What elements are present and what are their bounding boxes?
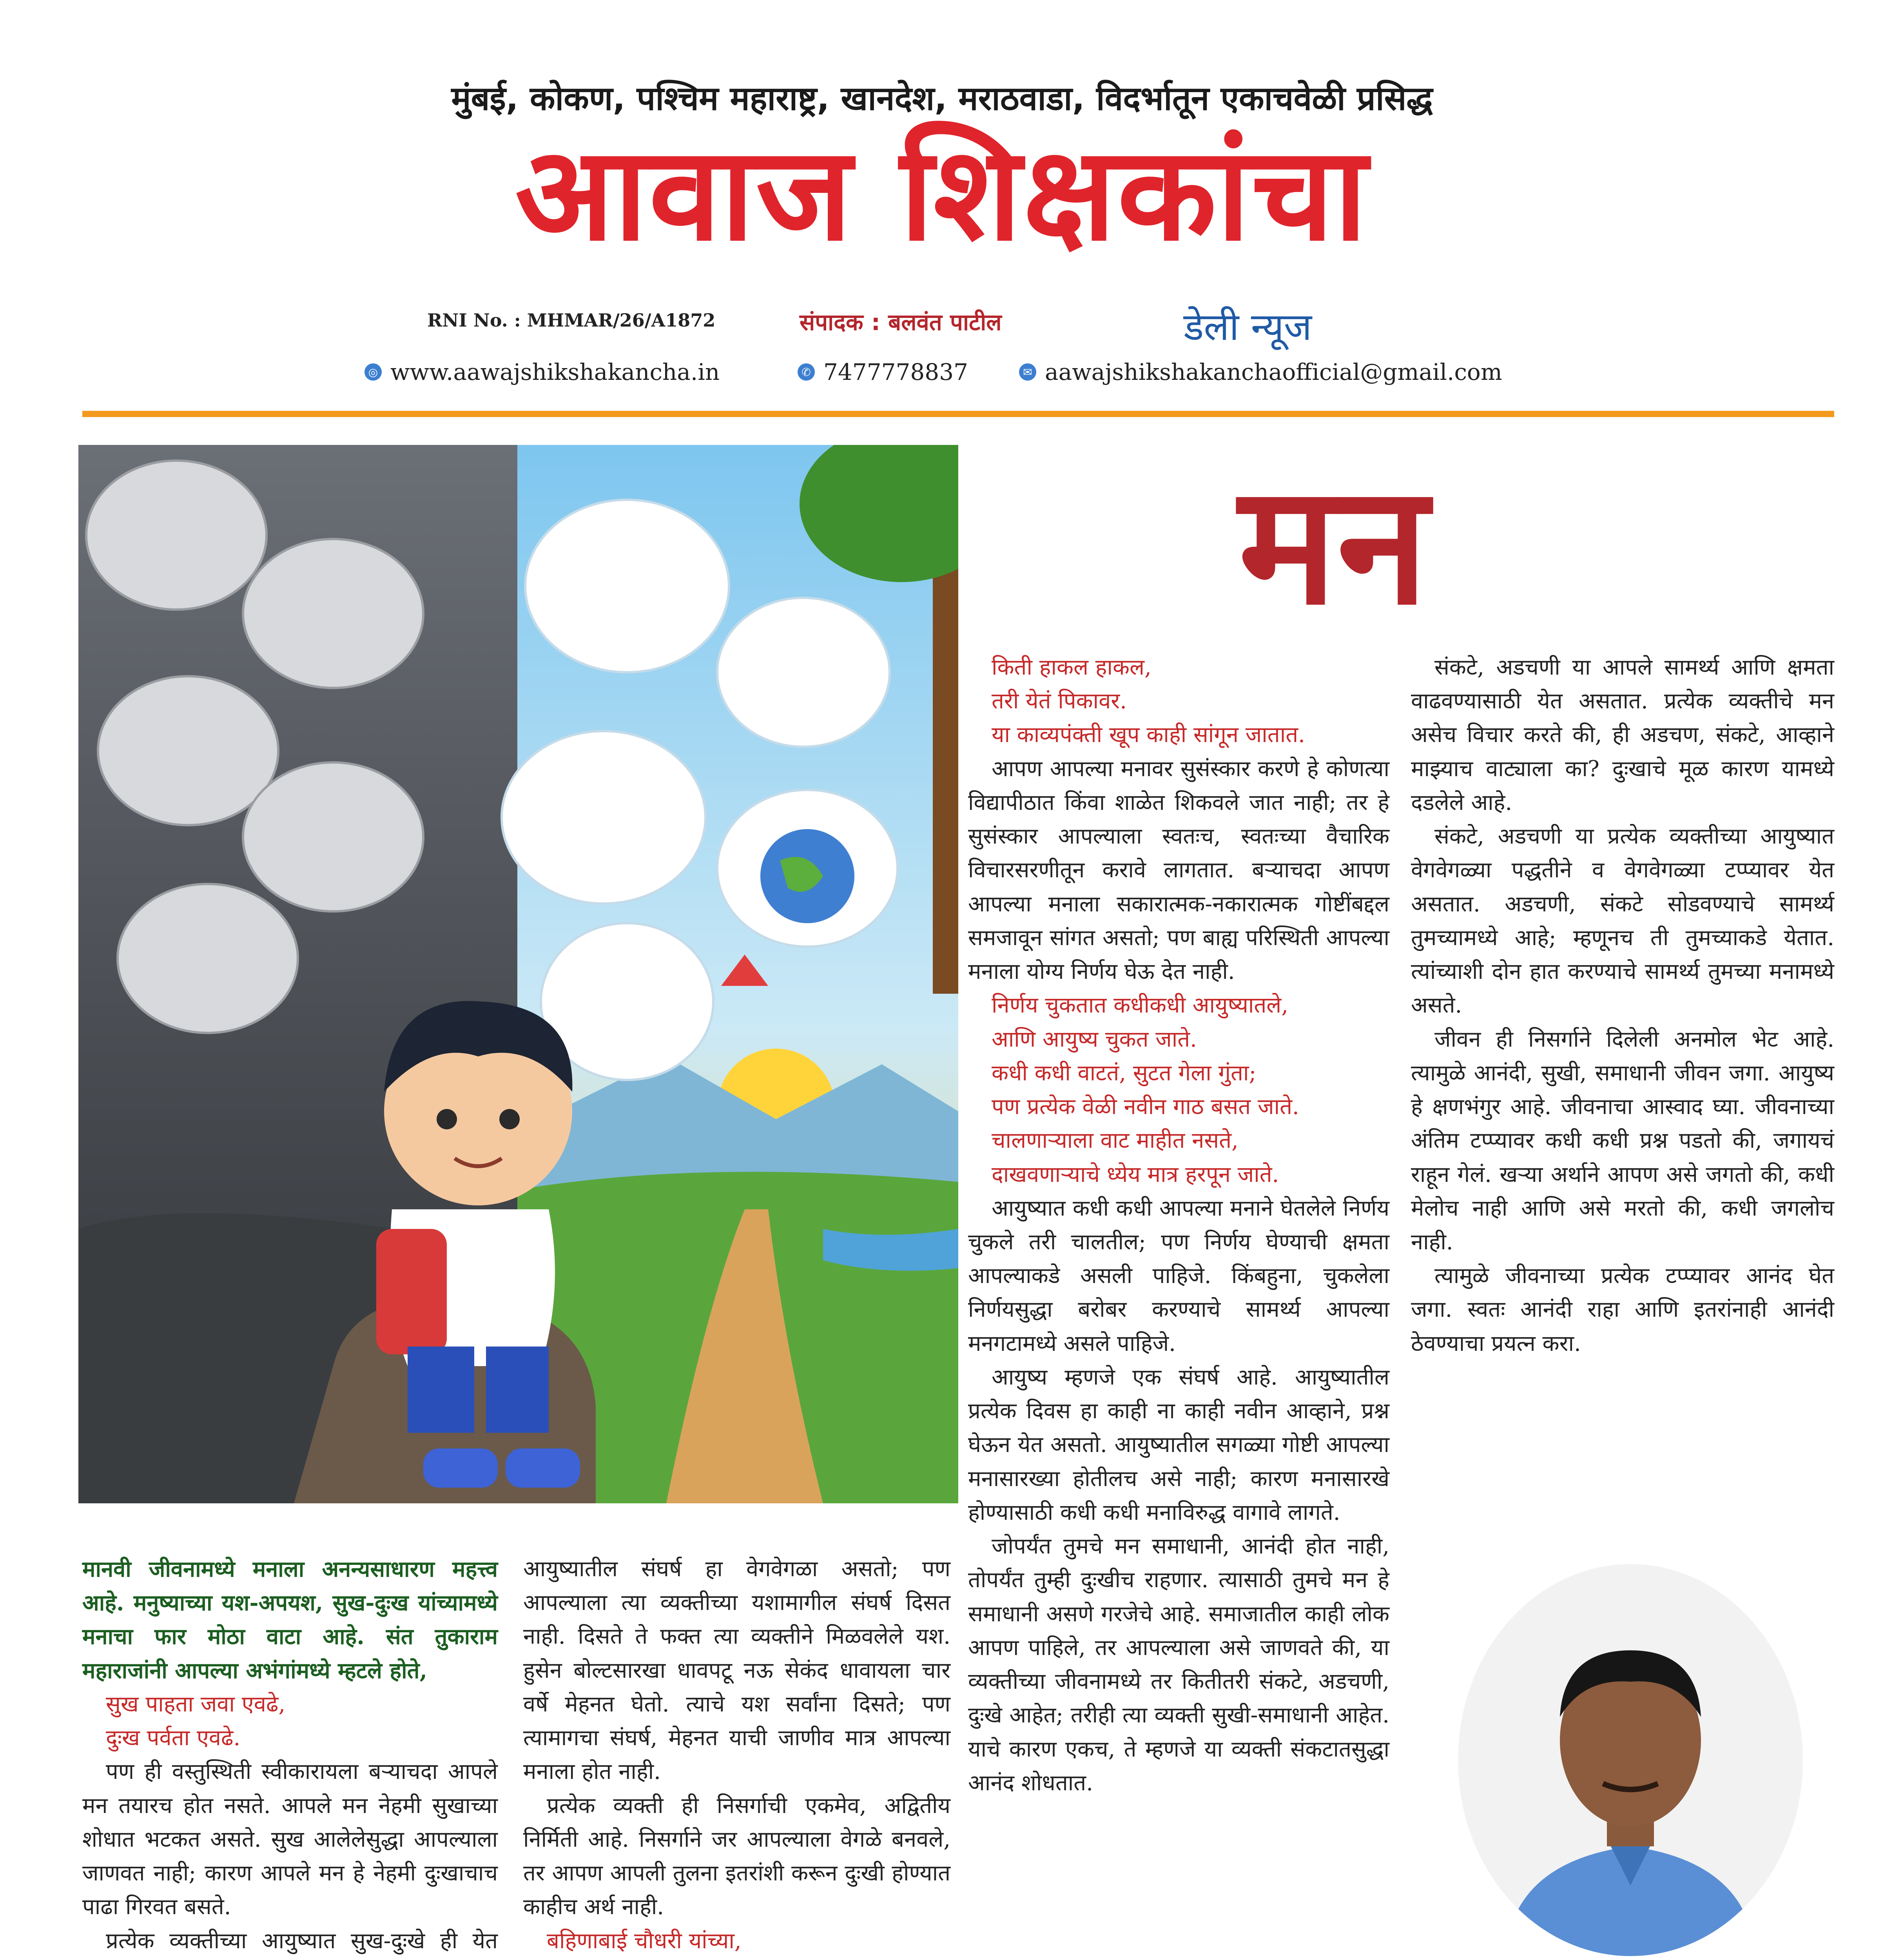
phone-number[interactable]: 7477778837 (823, 359, 968, 385)
body-paragraph: आयुष्यात कधी कधी आपल्या मनाने घेतलेले निर्णय चुकले तरी चालतील; पण निर्णय घेण्याची क्षमता आपल्याकडे असली पाहिजे. किंबहुना, चुकलेला निर्णयसुद्धा बरोबर करण्याचे सामर्थ्य आपल्या मनगटामध्ये असले पाहिजे. (968, 1195, 1389, 1356)
body-paragraph: पण ही वस्तुस्थिती स्वीकारायला बऱ्याचदा आपले मन तयारच होत नसते. आपले मन नेहमी सुखाच्या शोधात भटकत असते. सुख आलेलेसुद्धा आपल्याला जाणवत नाही; कारण आपले मन हे नेहमी दुःखाचाच पाढा गिरवत बसते. (82, 1759, 498, 1920)
body-paragraph: संकटे, अडचणी या प्रत्येक व्यक्तीच्या आयुष्यात वेगवेगळ्या पद्धतीने व वेगवेगळ्या टप्प्यावर येत असतात. अडचणी, संकटे सोडवण्याचे सामर्थ्य तुमच्यामध्ये आहे; म्हणूनच ती तुमच्याकडे येतात. त्यांच्याशी दोन हात करण्याचे सामर्थ्य तुमच्या मनामध्ये असते. (1411, 824, 1834, 1018)
article-column-4 (1411, 651, 1834, 1361)
article-column-3 (968, 651, 1389, 1800)
verse-line: कधी कधी वाटतं, सुटत गेला गुंता; (992, 1060, 1257, 1086)
verse-line: सुख पाहता जवा एवढे, (106, 1691, 286, 1717)
article-column-1 (82, 1552, 498, 1960)
body-paragraph: प्रत्येक व्यक्ती ही निसर्गाची एकमेव, अद्वितीय निर्मिती आहे. निसर्गाने जर आपल्याला वेगळे बनवले, तर आपण आपली तुलना इतरांशी करून दुःखी होण्यात काहीच अर्थ नाही. (523, 1793, 950, 1920)
email-contact[interactable] (1019, 359, 1502, 385)
mail-icon: ✉ (1019, 363, 1036, 381)
header-rule (82, 411, 1834, 417)
verse-line: दुःख पर्वता एवढे. (106, 1725, 241, 1751)
body-paragraph: आपण आपल्या मनावर सुसंस्कार करणे हे कोणत्या विद्यापीठात किंवा शाळेत शिकवले जात नाही; तर हे सुसंस्कार आपल्याला स्वतःच, स्वतःच्या वैचारिक विचारसरणीतून करावे लागतात. बऱ्याचदा आपण आपल्या मनाला सकारात्मक-नकारात्मक गोष्टींबद्दल समजावून सांगत असतो; पण बाह्य परिस्थिती आपल्या मनाला योग्य निर्णय घेऊ देत नाही. (968, 756, 1389, 985)
verse-line: चालणाऱ्याला वाट माहीत नसते, (992, 1128, 1238, 1154)
verse-line: आणि आयुष्य चुकत जाते. (992, 1026, 1197, 1052)
body-paragraph: जीवन ही निसर्गाने दिलेली अनमोल भेट आहे. त्यामुळे आनंदी, सुखी, समाधानी जीवन जगा. आयुष्य हे क्षणभंगुर आहे. जीवनाचा आस्वाद घ्या. जीवनाच्या अंतिम टप्प्यावर कधी कधी प्रश्न पडतो की, जगायचं राहून गेलं. खऱ्या अर्थाने आपण असे जगतो की, कधी मेलोच नाही आणि असे मरतो की, कधी जगलोच नाही. (1411, 1026, 1834, 1255)
phone-contact[interactable] (798, 359, 968, 385)
daily-news-label: डेली न्यूज (1184, 305, 1312, 349)
article-title: मन (1238, 448, 1429, 641)
body-paragraph: प्रत्येक व्यक्तीच्या आयुष्यात सुख-दुःखे ही येत (106, 1928, 498, 1954)
article-illustration (78, 445, 958, 1503)
website-link[interactable]: www.aawajshikshakancha.in (390, 359, 720, 385)
globe-icon: ◎ (364, 363, 382, 381)
verse-line: दाखवणाऱ्याचे ध्येय मात्र हरपून जाते. (992, 1161, 1279, 1187)
body-paragraph: त्यामुळे जीवनाच्या प्रत्येक टप्प्यावर आनंद घेत जगा. स्वतः आनंदी राहा आणि इतरांनाही आनंदी ठेवण्याचा प्रयत्न करा. (1411, 1263, 1834, 1356)
email-address[interactable]: aawajshikshakanchaofficial@gmail.com (1045, 359, 1502, 385)
website-contact[interactable] (364, 359, 720, 385)
verse-line (523, 1958, 950, 1960)
masthead: आवाज शिक्षकांचा (515, 119, 1369, 269)
tagline: मुंबई, कोकण, पश्चिम महाराष्ट्र, खानदेश, मराठवाडा, विदर्भातून एकाचवेळी प्रसिद्ध (451, 79, 1433, 118)
lead-paragraph: मानवी जीवनामध्ये मनाला अनन्यसाधारण महत्त्व आहे. मनुष्याच्या यश-अपयश, सुख-दुःख यांच्यामध्ये मनाचा फार मोठा वाटा आहे. संत तुकाराम महाराजांनी आपल्या अभंगांमध्ये म्हटले होते, (82, 1556, 498, 1684)
body-paragraph: जोपर्यंत तुमचे मन समाधानी, आनंदी होत नाही, तोपर्यंत तुम्ही दुःखीच राहणार. त्यासाठी तुमचे मन हे समाधानी असणे गरजेचे आहे. समाजातील काही लोक आपण पाहिले, तर आपल्याला असे जाणवते की, या व्यक्तीच्या जीवनामध्ये तर कितीतरी संकटे, अडचणी, दुःखे आहेत; तरीही त्या व्यक्ती सुखी-समाधानी आहेत. याचे कारण एकच, ते म्हणजे या व्यक्ती संकटातसुद्धा आनंद शोधतात. (968, 1534, 1389, 1796)
author-photo (1458, 1564, 1803, 1956)
rni-number: RNI No. : MHMAR/26/A1872 (427, 310, 716, 331)
verse-line: निर्णय चुकतात कधीकधी आयुष्यातले, (992, 993, 1289, 1018)
phone-icon: ✆ (798, 363, 815, 381)
verse-line: बहिणाबाई चौधरी यांच्या, (547, 1928, 742, 1954)
verse-line: या काव्यपंक्ती खूप काही सांगून जातात. (992, 722, 1305, 748)
verse-line: तरी येतं पिकावर. (992, 688, 1127, 714)
verse-line: किती हाकल हाकल, (992, 655, 1151, 680)
verse-line: पण प्रत्येक वेळी नवीन गाठ बसत जाते. (992, 1094, 1299, 1120)
editor-name: संपादक : बलवंत पाटील (800, 309, 1002, 336)
body-paragraph: आयुष्य म्हणजे एक संघर्ष आहे. आयुष्यातील प्रत्येक दिवस हा काही ना काही नवीन आव्हाने, प्रश्न घेऊन येत असतो. आयुष्यातील सगळ्या गोष्टी आपल्या मनासारख्या होतीलच असे नाही; कारण मनासारखे होण्यासाठी कधी कधी मनाविरुद्ध वागावे लागते. (968, 1364, 1389, 1525)
article-column-2 (523, 1552, 950, 1960)
body-paragraph: आयुष्यातील संघर्ष हा वेगवेगळा असतो; पण आपल्याला त्या व्यक्तीच्या यशामागील संघर्ष दिसत नाही. दिसते ते फक्त त्या व्यक्तीने मिळवलेले यश. हुसेन बोल्टसारखा धावपटू नऊ सेकंद धावायला चार वर्षे मेहनत घेतो. त्याचे यश सर्वांना दिसते; पण त्यामागचा संघर्ष, मेहनत याची जाणीव मात्र आपल्या मनाला होत नाही. (523, 1556, 950, 1785)
body-paragraph: संकटे, अडचणी या आपले सामर्थ्य आणि क्षमता वाढवण्यासाठी येत असतात. प्रत्येक व्यक्तीचे मन असेच विचार करते की, ही अडचण, संकटे, आव्हाने माझ्याच वाट्याला का? दुःखाचे मूळ कारण यामध्ये दडलेले आहे. (1411, 655, 1834, 815)
